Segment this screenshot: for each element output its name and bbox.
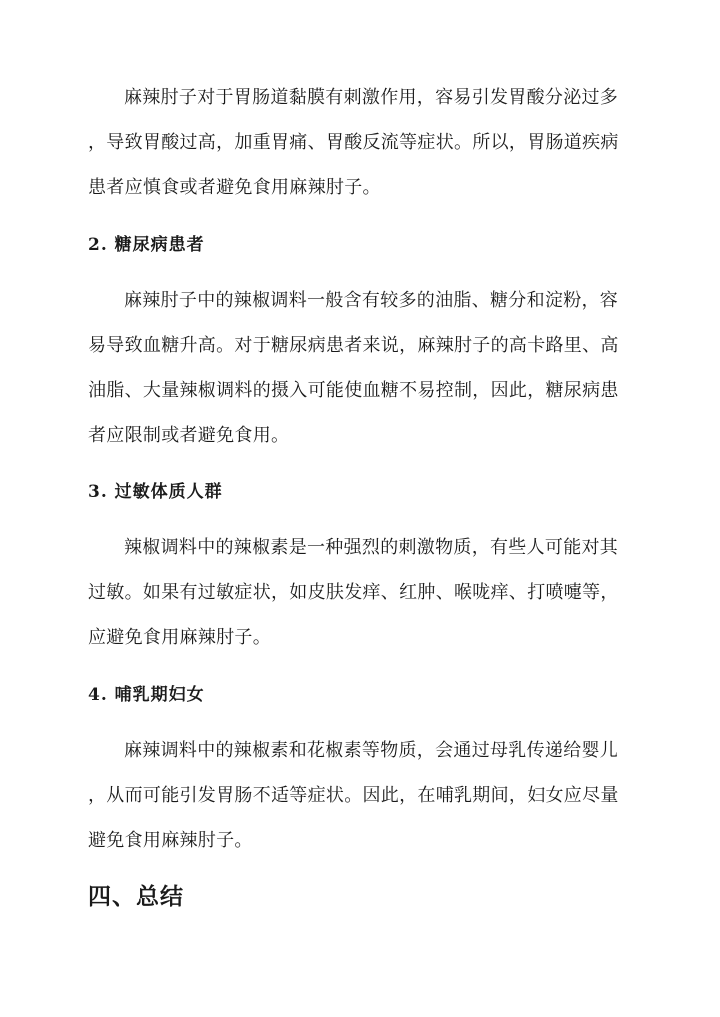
heading-allergy: 3. 过敏体质人群 [88,482,223,502]
paragraph-3-line-3: 应避免食用麻辣肘子。 [88,627,271,648]
paragraph-1-line-1: 麻辣肘子对于胃肠道黏膜有刺激作用，容易引发胃酸分泌过多 [124,87,619,108]
paragraph-4-line-3: 避免食用麻辣肘子。 [88,830,253,851]
paragraph-4-line-2: ，从而可能引发胃肠不适等症状。因此，在哺乳期间，妇女应尽量 [88,785,619,806]
paragraph-3-line-1: 辣椒调料中的辣椒素是一种强烈的刺激物质，有些人可能对其 [124,537,619,558]
paragraph-2-line-1: 麻辣肘子中的辣椒调料一般含有较多的油脂、糖分和淀粉，容 [124,290,619,311]
paragraph-2-line-3: 油脂、大量辣椒调料的摄入可能使血糖不易控制，因此，糖尿病患 [88,380,619,401]
paragraph-1-line-3: 患者应慎食或者避免食用麻辣肘子。 [88,177,381,198]
heading-diabetes: 2. 糖尿病患者 [88,235,205,255]
paragraph-2-line-2: 易导致血糖升高。对于糖尿病患者来说，麻辣肘子的高卡路里、高 [88,335,619,356]
paragraph-3-line-2: 过敏。如果有过敏症状，如皮肤发痒、红肿、喉咙痒、打喷嚏等， [88,582,619,603]
paragraph-4-line-1: 麻辣调料中的辣椒素和花椒素等物质，会通过母乳传递给婴儿 [124,740,619,761]
paragraph-1-line-2: ，导致胃酸过高，加重胃痛、胃酸反流等症状。所以，胃肠道疾病 [88,132,619,153]
section-heading-summary: 四、总结 [88,883,184,910]
heading-breastfeeding: 4. 哺乳期妇女 [88,685,205,705]
paragraph-2-line-4: 者应限制或者避免食用。 [88,425,290,446]
